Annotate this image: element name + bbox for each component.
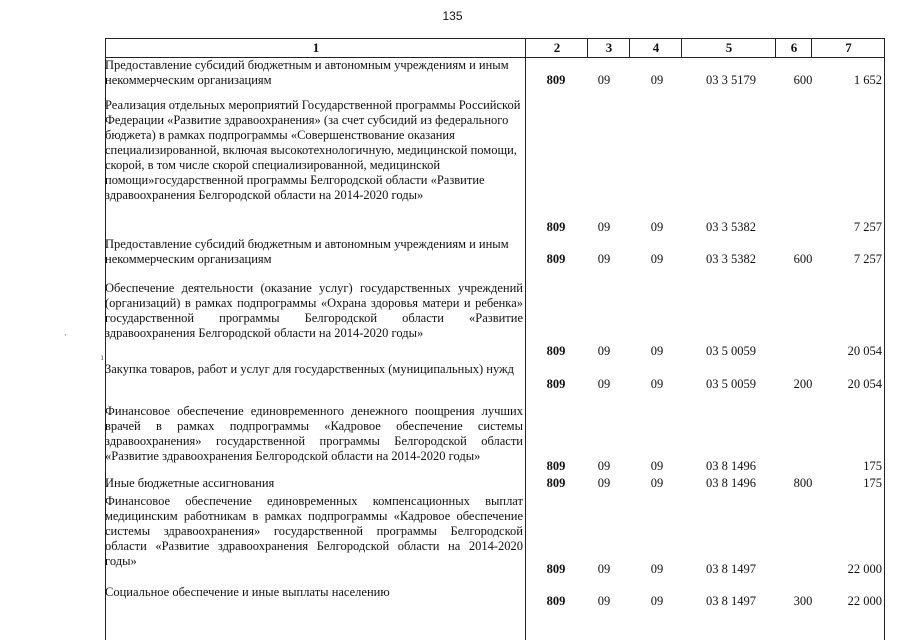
budget-table bbox=[105, 38, 885, 640]
row-col-5: 03 8 1496 bbox=[706, 476, 756, 490]
row-col-7: 175 bbox=[863, 459, 882, 473]
row-description: Реализация отдельных мероприятий Государственной программы Российской Федерации «Развитие здравоохранения» (за счет субсидий из федерального бюджета) в рамках подпрограммы «Совершенствование оказания специализированной, включая высокотехнологичную, медицинской помощи, скорой, в том числе скорой специализированной, медицинской помощи»государственной программы Белгородской области «Развитие здравоохранения Белгородской области на 2014-2020 годы» bbox=[105, 98, 521, 202]
row-col-6: 300 bbox=[793, 594, 813, 608]
row-col-7: 7 257 bbox=[853, 252, 882, 266]
row-col-3: 09 bbox=[597, 459, 611, 473]
row-col-3: 09 bbox=[597, 562, 611, 576]
header-col-6: 6 bbox=[775, 39, 812, 57]
page-number: 135 bbox=[442, 9, 463, 23]
row-description: Финансовое обеспечение единовременных компенсационных выплат медицинским работникам в рамках подпрограммы «Кадровое обеспечение системы здравоохранения» государственной программы Белгородской области «Развитие здравоохранения Белгородской области на 2014-2020 годы» bbox=[105, 494, 523, 568]
column-divider bbox=[884, 56, 885, 640]
row-col-5: 03 3 5382 bbox=[706, 220, 756, 234]
row-description: Предоставление субсидий бюджетным и автономным учреждениям и иным некоммерческим организациям bbox=[105, 237, 509, 266]
row-col-4: 09 bbox=[650, 220, 664, 234]
row-col-5: 03 8 1497 bbox=[706, 562, 756, 576]
row-col-2: 809 bbox=[546, 252, 566, 266]
row-description: Обеспечение деятельности (оказание услуг) государственных учреждений (организаций) в рамках подпрограммы «Охрана здоровья матери и ребенка» государственной программы Белгородской области «Развитие здравоохранения Белгородской области на 2014-2020 годы» bbox=[105, 281, 523, 340]
row-description: Социальное обеспечение и иные выплаты населению bbox=[105, 585, 390, 599]
row-col-7: 175 bbox=[863, 476, 882, 490]
row-col-3: 09 bbox=[597, 344, 611, 358]
row-col-6: 600 bbox=[793, 73, 813, 87]
row-col-3: 09 bbox=[597, 73, 611, 87]
header-col-3: 3 bbox=[587, 39, 630, 57]
row-col-4: 09 bbox=[650, 594, 664, 608]
row-description: Финансовое обеспечение единовременного денежного поощрения лучших врачей в рамках подпрограммы «Кадровое обеспечение системы здравоохранения» государственной программы Белгородской области «Развитие здравоохранения Белгородской области на 2014-2020 годы» bbox=[105, 404, 523, 463]
scan-speck: · bbox=[64, 330, 67, 340]
row-col-5: 03 8 1497 bbox=[706, 594, 756, 608]
row-col-3: 09 bbox=[597, 594, 611, 608]
row-col-2: 809 bbox=[546, 344, 566, 358]
header-col-4: 4 bbox=[629, 39, 682, 57]
row-col-6: 600 bbox=[793, 252, 813, 266]
row-col-7: 22 000 bbox=[847, 562, 882, 576]
row-col-4: 09 bbox=[650, 344, 664, 358]
row-col-4: 09 bbox=[650, 459, 664, 473]
row-col-5: 03 3 5179 bbox=[706, 73, 756, 87]
row-description: Предоставление субсидий бюджетным и автономным учреждениям и иным некоммерческим организациям bbox=[105, 58, 509, 87]
row-col-2: 809 bbox=[546, 476, 566, 490]
row-col-7: 7 257 bbox=[853, 220, 882, 234]
table-header bbox=[105, 38, 885, 58]
row-col-2: 809 bbox=[546, 459, 566, 473]
row-description: Иные бюджетные ассигнования bbox=[105, 476, 275, 490]
scan-speck: ı bbox=[101, 352, 104, 362]
row-col-2: 809 bbox=[546, 73, 566, 87]
row-col-3: 09 bbox=[597, 220, 611, 234]
header-col-1: 1 bbox=[105, 39, 526, 57]
row-col-7: 20 054 bbox=[847, 377, 882, 391]
header-col-2: 2 bbox=[525, 39, 588, 57]
row-col-3: 09 bbox=[597, 476, 611, 490]
row-col-7: 22 000 bbox=[847, 594, 882, 608]
row-col-4: 09 bbox=[650, 377, 664, 391]
row-col-5: 03 8 1496 bbox=[706, 459, 756, 473]
row-col-5: 03 5 0059 bbox=[706, 344, 756, 358]
header-col-5: 5 bbox=[681, 39, 776, 57]
row-col-4: 09 bbox=[650, 252, 664, 266]
row-col-2: 809 bbox=[546, 220, 566, 234]
row-col-2: 809 bbox=[546, 594, 566, 608]
header-col-7: 7 bbox=[811, 39, 885, 57]
row-col-7: 1 652 bbox=[853, 73, 882, 87]
row-col-3: 09 bbox=[597, 377, 611, 391]
row-col-4: 09 bbox=[650, 476, 664, 490]
row-col-4: 09 bbox=[650, 562, 664, 576]
row-col-3: 09 bbox=[597, 252, 611, 266]
row-col-6: 200 bbox=[793, 377, 813, 391]
row-col-2: 809 bbox=[546, 562, 566, 576]
row-description: Закупка товаров, работ и услуг для государственных (муниципальных) нужд bbox=[105, 362, 515, 376]
row-col-6: 800 bbox=[793, 476, 813, 490]
row-col-4: 09 bbox=[650, 73, 664, 87]
row-col-5: 03 3 5382 bbox=[706, 252, 756, 266]
row-col-2: 809 bbox=[546, 377, 566, 391]
row-col-5: 03 5 0059 bbox=[706, 377, 756, 391]
row-col-7: 20 054 bbox=[847, 344, 882, 358]
